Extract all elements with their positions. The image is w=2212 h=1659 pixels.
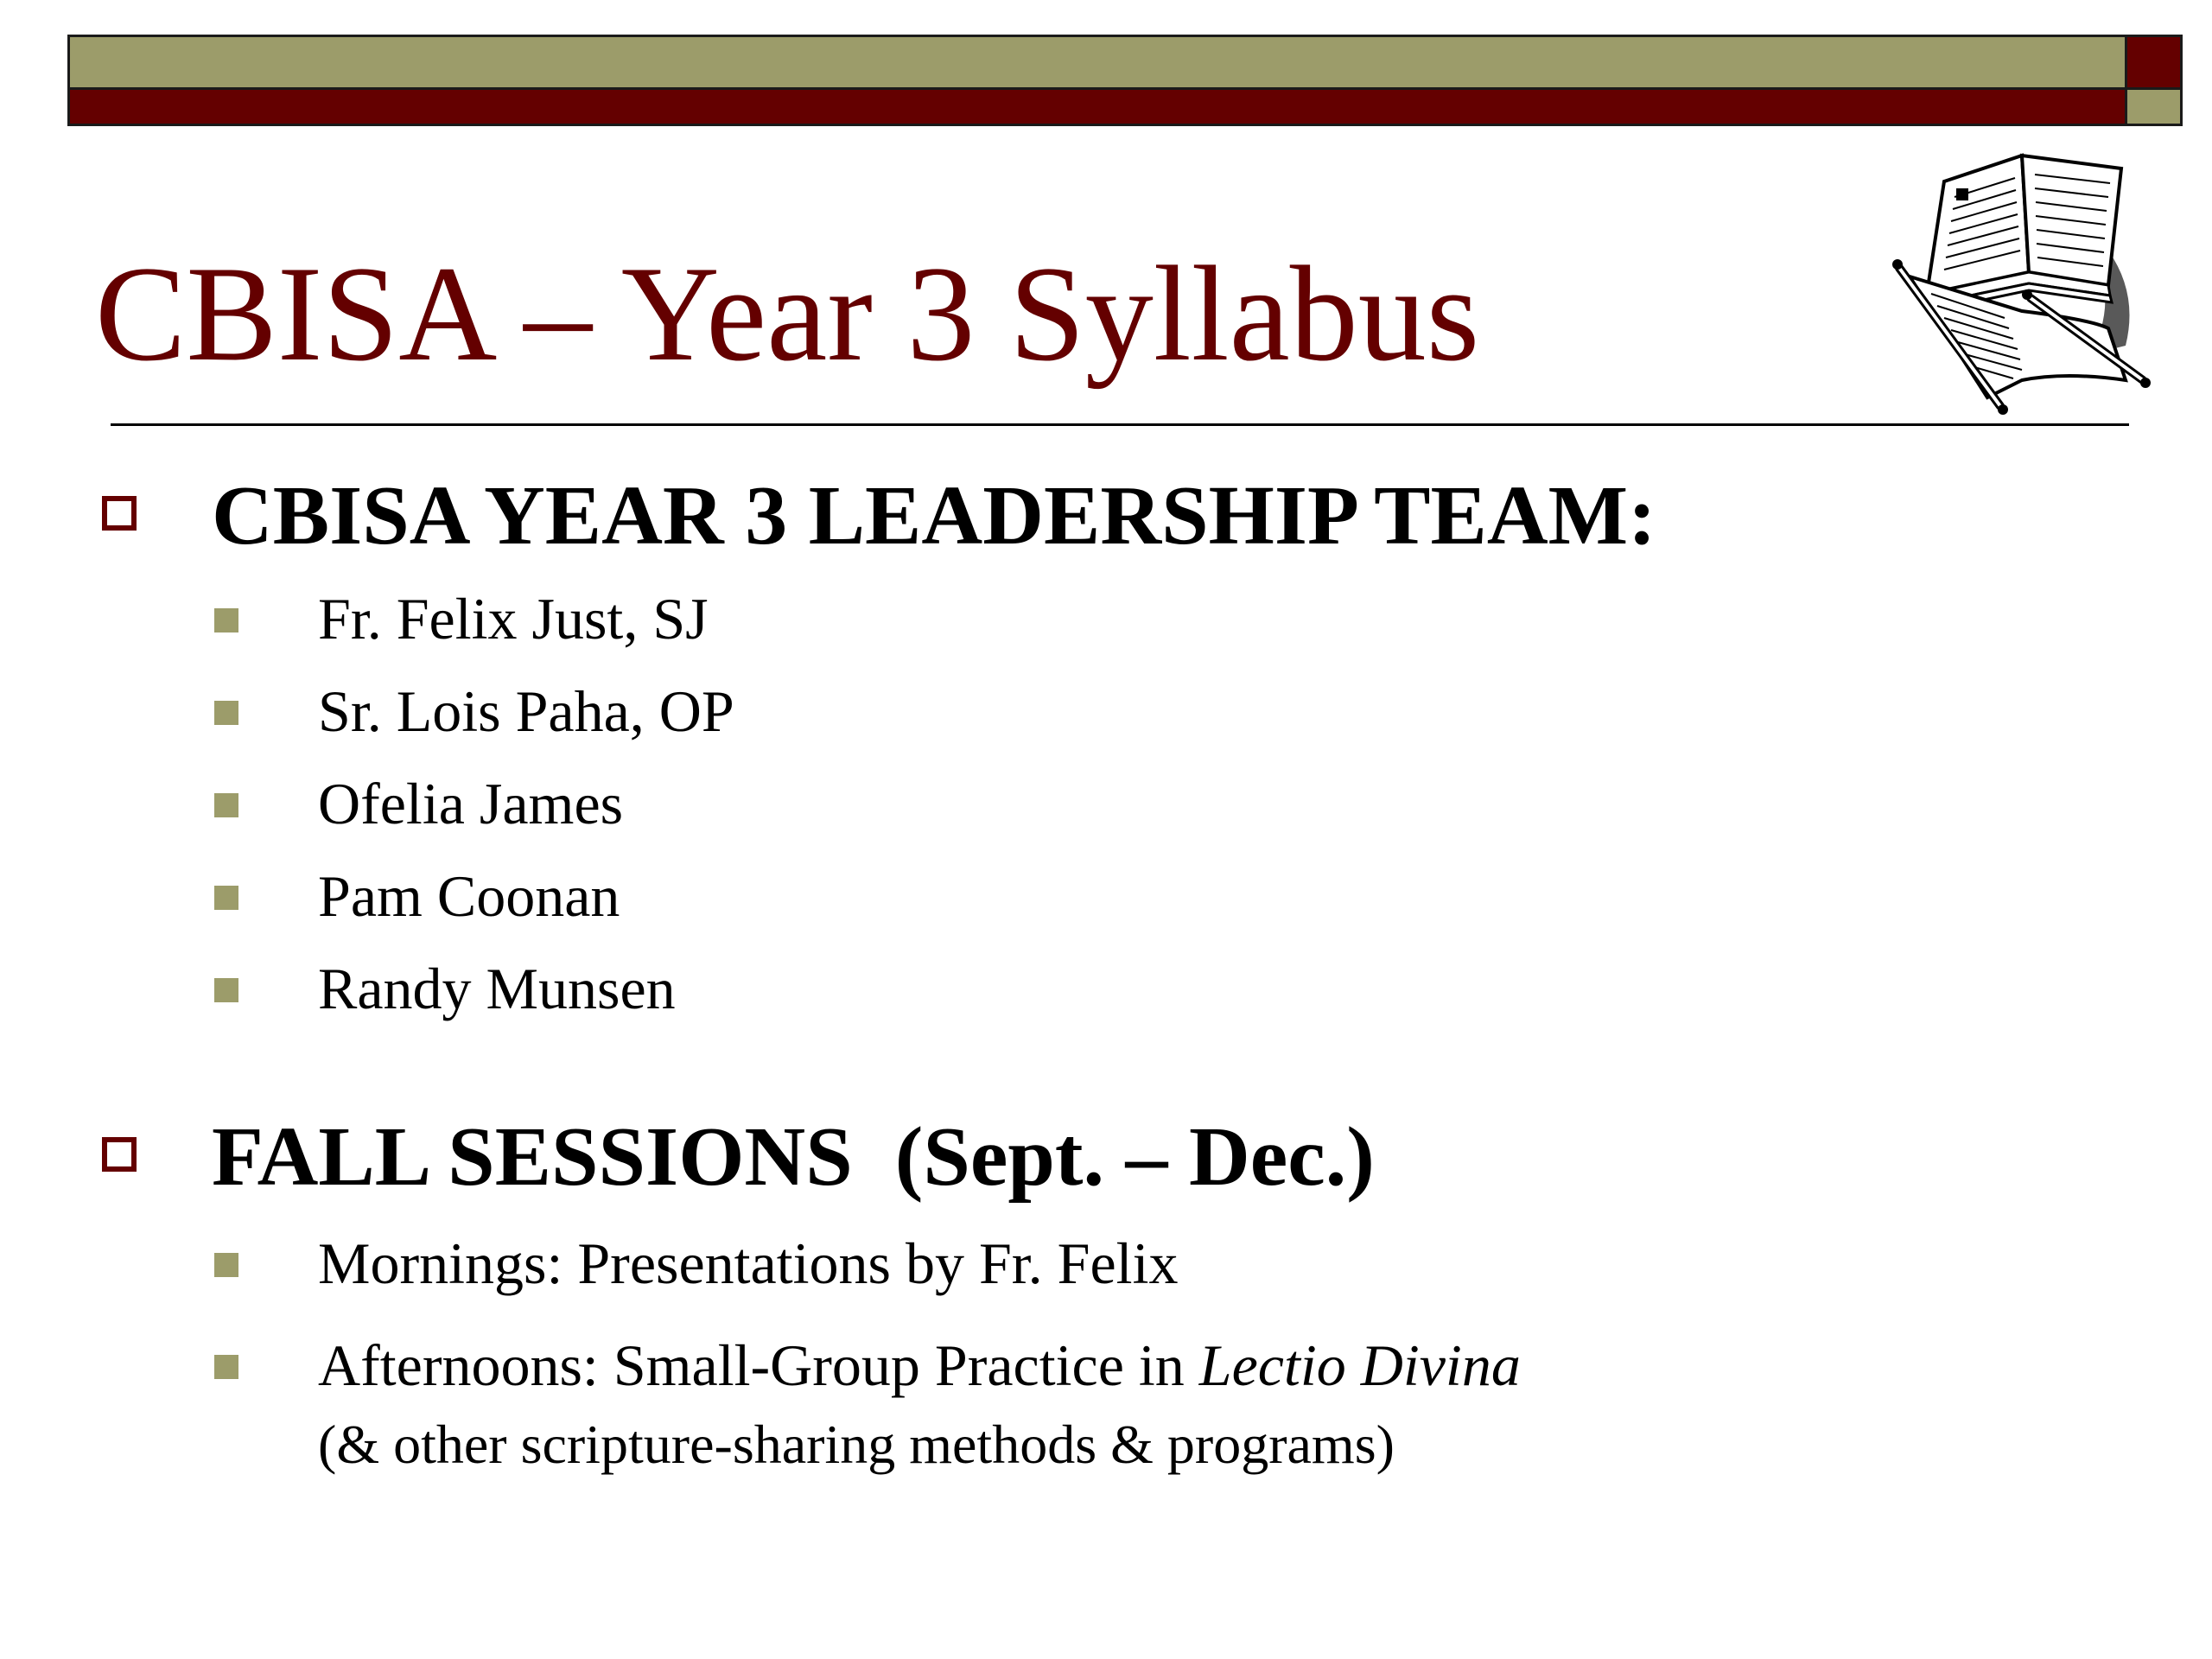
- header-corner-maroon: [2127, 35, 2183, 90]
- square-bullet-icon: [214, 1253, 238, 1277]
- italic-term: Lectio Divina: [1198, 1332, 1521, 1398]
- title-divider: [111, 423, 2129, 426]
- list-item-text: Randy Munsen: [318, 956, 676, 1021]
- list-item-text: Fr. Felix Just, SJ: [318, 586, 709, 652]
- section-heading-text: CBISA YEAR 3 LEADERSHIP TEAM:: [212, 469, 1656, 563]
- square-bullet-icon: [214, 793, 238, 817]
- hollow-square-bullet-icon: [102, 1137, 137, 1172]
- open-book-and-scroll-icon: [1892, 147, 2152, 415]
- header-bar-olive: [67, 35, 2127, 90]
- list-item-text: Sr. Lois Paha, OP: [318, 678, 734, 744]
- square-bullet-icon: [214, 701, 238, 725]
- square-bullet-icon: [214, 886, 238, 910]
- hollow-square-bullet-icon: [102, 496, 137, 531]
- header-bar-maroon: [67, 90, 2127, 126]
- square-bullet-icon: [214, 978, 238, 1002]
- list-item-continuation: (& other scripture-sharing methods & programs): [318, 1414, 1395, 1475]
- square-bullet-icon: [214, 1355, 238, 1379]
- list-item-text: Ofelia James: [318, 771, 624, 836]
- list-item-text: Afternoons: Small-Group Practice in Lectio Divina: [318, 1332, 1521, 1398]
- section-heading-text: FALL SESSIONS (Sept. – Dec.): [212, 1110, 1375, 1204]
- square-bullet-icon: [214, 608, 238, 632]
- header-corner-olive: [2127, 90, 2183, 126]
- list-item-text: Mornings: Presentations by Fr. Felix: [318, 1230, 1179, 1296]
- slide-title: CBISA – Year 3 Syllabus: [95, 238, 1480, 390]
- list-item-text: Pam Coonan: [318, 863, 620, 929]
